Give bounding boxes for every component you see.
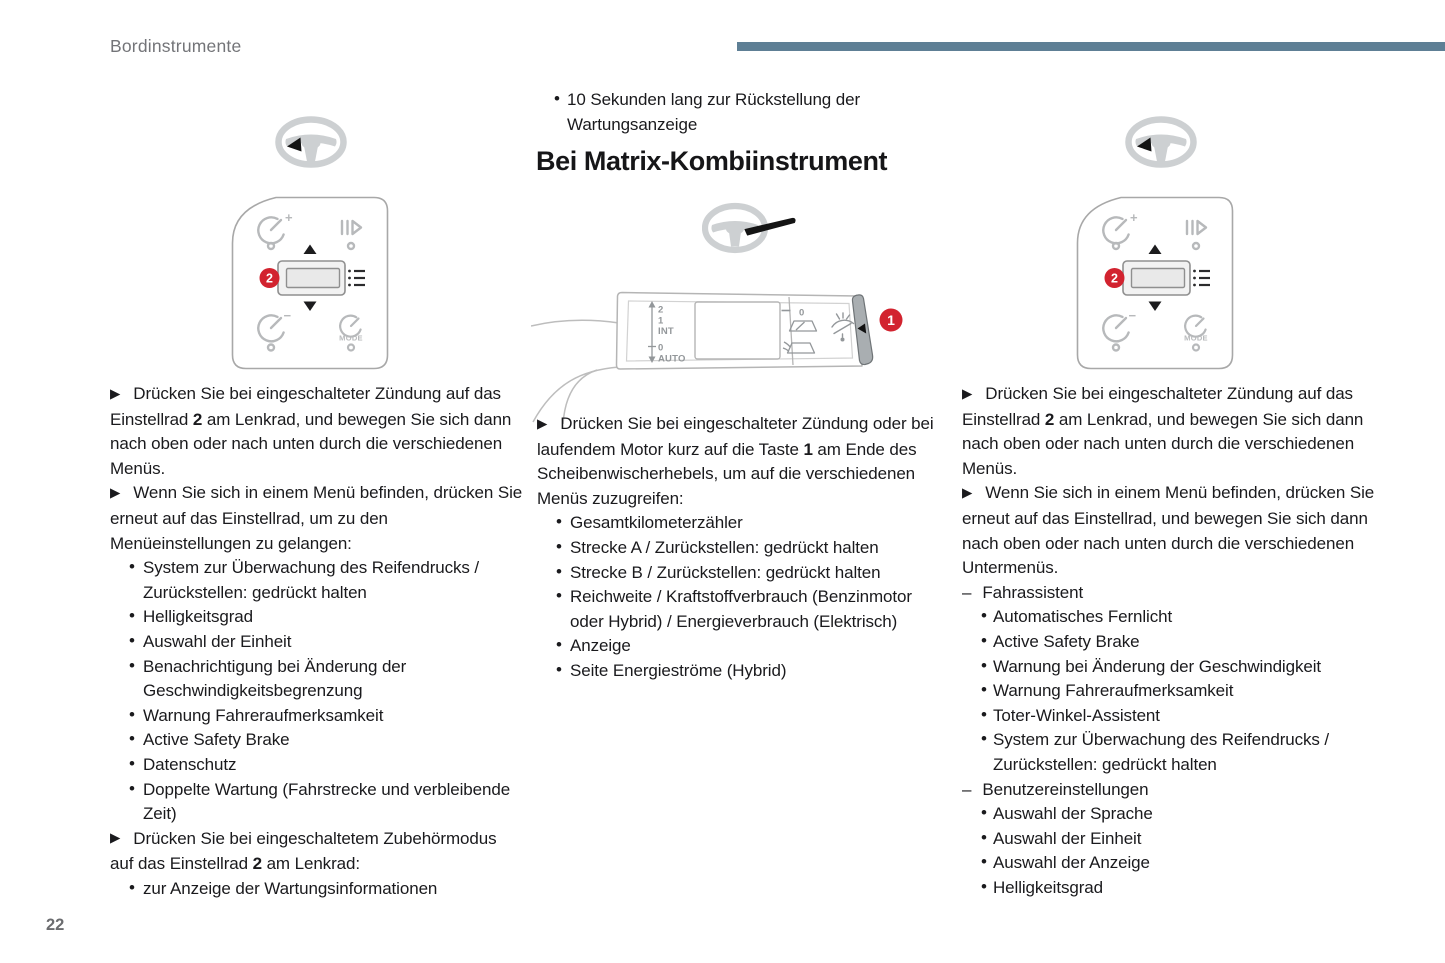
section-heading: Bei Matrix-Kombiinstrument — [536, 146, 888, 176]
instruction-step: ▶ Wenn Sie sich in einem Menü befinden, drücken Sie erneut auf das Einstellrad, um zu den Menüeinstellungen zu gelangen: — [110, 481, 524, 556]
right-column — [962, 382, 1390, 900]
list-item-label: zur Anzeige der Wartungsinformationen — [143, 878, 438, 898]
list-item — [110, 605, 524, 630]
step-text: Drücken Sie bei eingeschalteter Zündung auf das Einstellrad — [962, 384, 1353, 429]
left-column — [110, 382, 524, 901]
list-item-label: Datenschutz — [143, 754, 237, 774]
step-text: am Lenkrad: — [261, 854, 360, 874]
steering-wheel-controls-diagram — [1075, 195, 1235, 371]
list-item-label: System zur Überwachung des Reifendrucks / Zurückstellen: gedrückt halten — [143, 558, 480, 602]
callout-badge-2-label: 2 — [266, 271, 273, 286]
list-item — [962, 728, 1390, 777]
instruction-step — [962, 382, 1390, 481]
step-ref-number: 2 — [252, 854, 262, 874]
list-item-label: Strecke B / Zurückstellen: gedrückt halten — [570, 562, 881, 582]
instruction-step — [110, 827, 524, 877]
list-item-label: Strecke A / Zurückstellen: gedrückt halten — [570, 537, 879, 557]
minus-label: − — [283, 308, 292, 323]
step-text: Drücken Sie bei eingeschalteter Zündung auf das Einstellrad — [110, 384, 501, 429]
list-item — [537, 634, 937, 659]
rear-off-label: 0 — [799, 307, 805, 319]
minus-label: − — [1128, 308, 1137, 323]
plus-label: + — [285, 210, 293, 225]
list-item — [962, 630, 1390, 655]
list-item — [537, 536, 937, 561]
list-item — [537, 659, 937, 684]
list-item — [962, 876, 1390, 901]
stalk-arm — [531, 320, 619, 424]
wiper-stalk-diagram — [531, 276, 909, 424]
page-header-title: Bordinstrumente — [110, 36, 242, 56]
plus-label: + — [1130, 210, 1138, 225]
list-item — [962, 802, 1390, 827]
position-label: AUTO — [658, 353, 686, 365]
list-item — [962, 851, 1390, 876]
middle-column-top — [537, 88, 873, 137]
list-item — [110, 630, 524, 655]
page-number: 22 — [46, 916, 65, 934]
callout-badge-2-label: 2 — [1111, 271, 1118, 286]
list-item-label: System zur Überwachung des Reifendrucks / Zurückstellen: gedrückt halten — [993, 730, 1330, 774]
list-item — [962, 704, 1390, 729]
list-item — [110, 877, 524, 902]
step-ref-number: 2 — [1044, 409, 1055, 429]
reset-options-list — [537, 88, 873, 137]
list-item — [110, 728, 524, 753]
list-item — [537, 585, 937, 634]
list-item — [110, 655, 524, 704]
step-text: Drücken Sie bei eingeschalteter Zündung oder bei laufendem Motor kurz auf die Taste — [537, 414, 934, 459]
list-item-label: Benachrichtigung bei Änderung der Geschwindigkeitsbegrenzung — [143, 656, 407, 701]
list-item-label: Auswahl der Anzeige — [993, 853, 1150, 873]
list-item — [110, 753, 524, 778]
list-item — [537, 511, 937, 536]
list-item — [110, 556, 524, 605]
submenu-group-label: – Benutzereinstellungen — [962, 778, 1390, 803]
list-item — [962, 655, 1390, 680]
list-item-label: Automatisches Fernlicht — [993, 607, 1173, 627]
middle-column — [537, 412, 937, 684]
list-item-label: Auswahl der Einheit — [143, 631, 292, 651]
steering-wheel-icon — [1124, 116, 1199, 168]
position-label: INT — [658, 326, 674, 337]
list-item-label: Gesamtkilometerzähler — [570, 513, 743, 533]
list-item-label: Toter-Winkel-Assistent — [993, 705, 1160, 725]
list-item-label: Auswahl der Einheit — [993, 828, 1142, 848]
step-text: Drücken Sie bei eingeschaltetem Zubehörmodus auf das Einstellrad — [110, 828, 497, 874]
accessory-options-list — [110, 877, 524, 902]
step-text: am Lenkrad, und bewegen Sie sich dann nach oben oder nach unten durch die verschiedenen Menüs. — [110, 409, 512, 478]
steering-wheel-controls-diagram — [230, 195, 390, 371]
instruction-step: ▶ Wenn Sie sich in einem Menü befinden, drücken Sie erneut auf das Einstellrad, und bewegen Sie sich dann nach oben oder nach unten durch die verschiedenen Untermenüs. — [962, 481, 1390, 580]
list-item-label: 10 Sekunden lang zur Rückstellung der Wartungsanzeige — [567, 90, 861, 134]
step-ref-number: 1 — [803, 439, 813, 459]
mode-label: MODE — [339, 333, 363, 343]
list-item-label: Reichweite / Kraftstoffverbrauch (Benzinmotor oder Hybrid) / Energieverbrauch (Elektrisch) — [570, 587, 912, 631]
submenu-group-label: – Fahrassistent — [962, 581, 1390, 606]
mode-label: MODE — [1184, 333, 1208, 343]
step-text: am Ende des Scheibenwischerhebels, um auf die verschiedenen Menüs zuzugreifen: — [537, 439, 917, 508]
list-item — [962, 605, 1390, 630]
stalk-button-panel — [695, 302, 780, 359]
menu-options-list — [537, 511, 937, 683]
list-item-label: Active Safety Brake — [143, 730, 290, 750]
list-item — [537, 88, 873, 137]
header-accent-bar — [737, 42, 1445, 51]
list-item-label: Helligkeitsgrad — [143, 607, 253, 627]
list-item-label: Helligkeitsgrad — [993, 877, 1103, 897]
list-item-label: Doppelte Wartung (Fahrstrecke und verbleibende Zeit) — [143, 779, 511, 824]
list-item — [110, 704, 524, 729]
list-item-label: Active Safety Brake — [993, 631, 1140, 651]
submenu-options-list — [962, 802, 1390, 900]
list-item-label: Warnung Fahreraufmerksamkeit — [993, 681, 1234, 701]
list-item — [962, 679, 1390, 704]
list-item-label: Anzeige — [570, 636, 631, 656]
instruction-step — [110, 382, 524, 481]
list-item-label: Seite Energieströme (Hybrid) — [570, 660, 787, 680]
steering-wheel-with-stalk-icon — [702, 202, 802, 254]
list-item — [110, 778, 524, 827]
instruction-step — [537, 412, 937, 511]
step-ref-number: 2 — [192, 409, 203, 429]
submenu-options-list — [962, 605, 1390, 777]
list-item-label: Auswahl der Sprache — [993, 804, 1153, 824]
list-item — [962, 827, 1390, 852]
list-item-label: Warnung bei Änderung der Geschwindigkeit — [993, 656, 1322, 676]
steering-wheel-icon — [274, 116, 349, 168]
callout-badge-1-label: 1 — [887, 312, 895, 328]
position-label: 2 — [658, 304, 664, 316]
position-label: 1 — [658, 315, 664, 327]
position-label: 0 — [658, 342, 664, 354]
menu-options-list — [110, 556, 524, 827]
step-text: am Lenkrad, und bewegen Sie sich dann nach oben oder nach unten durch die verschiedenen Menüs. — [962, 409, 1364, 478]
list-item — [537, 561, 937, 586]
list-item-label: Warnung Fahreraufmerksamkeit — [143, 705, 384, 725]
